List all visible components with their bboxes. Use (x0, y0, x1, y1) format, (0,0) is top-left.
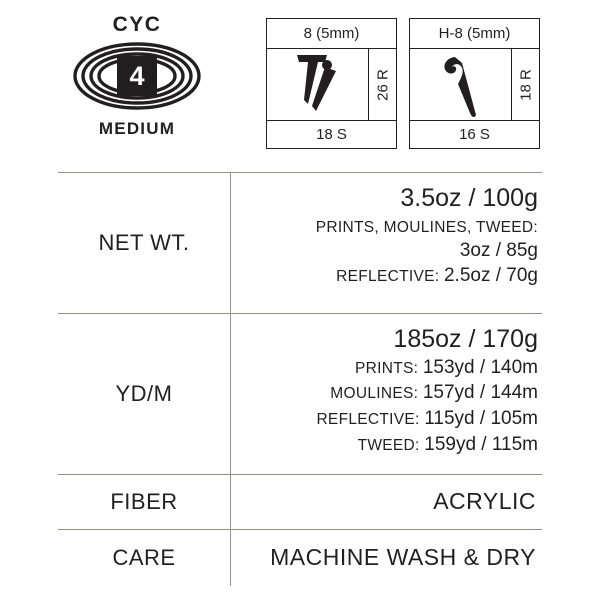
knitting-stitches: 18 S (267, 120, 396, 148)
crochet-rows (511, 49, 539, 120)
table-row (58, 475, 542, 530)
ydm-line-1 (241, 356, 538, 381)
ydm-line-1-label: PRINTS: (355, 359, 423, 377)
header-section (0, 0, 600, 168)
fiber-main: ACRYLIC (433, 487, 536, 514)
crochet-rows-text: 18 R (517, 68, 534, 101)
care-main: MACHINE WASH & DRY (270, 543, 536, 570)
net-wt-caption: PRINTS, MOULINES, TWEED: (315, 218, 538, 236)
row-label: NET WT. (58, 173, 231, 313)
row-value (231, 173, 542, 313)
net-wt-line-1 (241, 239, 538, 264)
knitting-rows (368, 49, 396, 120)
cyc-weight-symbol (62, 14, 212, 139)
ydm-line-2 (241, 381, 538, 406)
knitting-needles-icon (267, 49, 368, 120)
ydm-line-2-label: MOULINES: (330, 385, 423, 403)
knitting-gauge-box (266, 18, 397, 149)
cyc-title: CYC (112, 13, 162, 36)
net-wt-line-2-value: 2.5oz / 70g (443, 265, 538, 287)
row-value (231, 475, 542, 529)
specs-table (58, 172, 542, 586)
row-label: YD/M (58, 314, 231, 474)
ydm-line-4 (241, 433, 538, 458)
table-row (58, 530, 542, 586)
crochet-hook-icon (410, 49, 511, 120)
row-value (231, 530, 542, 586)
yarn-skein-icon (71, 38, 203, 114)
ydm-line-3-label: REFLECTIVE: (316, 410, 425, 428)
crochet-stitches: 16 S (410, 120, 539, 148)
net-wt-main: 3.5oz / 100g (400, 184, 538, 212)
ydm-line-1-value: 153yd / 140m (422, 356, 538, 378)
row-value (231, 314, 542, 474)
table-row (58, 314, 542, 475)
crochet-gauge-box (409, 18, 540, 149)
ydm-line-3-value: 115yd / 105m (424, 407, 538, 429)
net-wt-line-2 (241, 264, 538, 289)
weight-number: 4 (117, 56, 157, 96)
row-label: FIBER (58, 475, 231, 529)
knitting-needle-size: 8 (5mm) (267, 19, 396, 49)
ydm-line-2-value: 157yd / 144m (422, 382, 538, 404)
row-label: CARE (58, 530, 231, 586)
table-row (58, 173, 542, 314)
net-wt-line-2-label: REFLECTIVE: (336, 268, 444, 286)
net-wt-line-1-value: 3oz / 85g (459, 239, 538, 261)
ydm-main: 185oz / 170g (393, 325, 538, 353)
knitting-rows-text: 26 R (374, 68, 391, 101)
crochet-hook-size: H-8 (5mm) (410, 19, 539, 49)
ydm-line-4-label: TWEED: (357, 436, 425, 454)
ydm-line-4-value: 159yd / 115m (424, 433, 538, 455)
weight-name: MEDIUM (98, 119, 176, 138)
ydm-line-3 (241, 407, 538, 432)
